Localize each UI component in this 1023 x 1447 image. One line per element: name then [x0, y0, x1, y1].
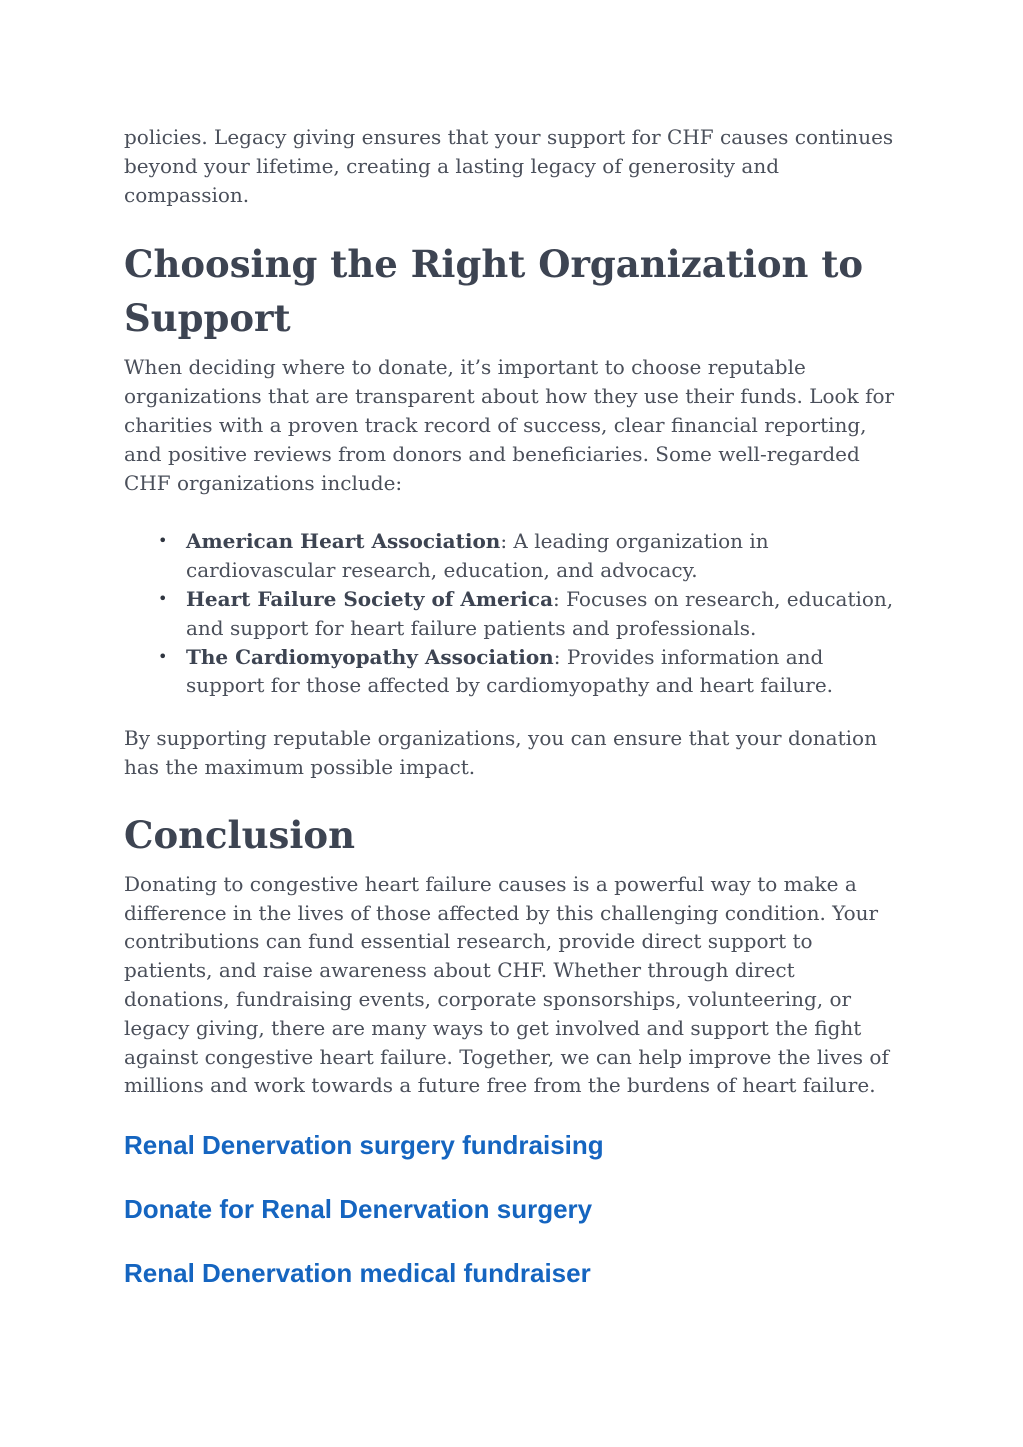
document-page	[124, 123, 904, 1320]
bullet-icon: •	[158, 531, 168, 551]
link-renal-denervation-fundraising[interactable]: Renal Denervation surgery fundraising	[124, 1130, 604, 1161]
fundraising-links	[124, 1128, 904, 1290]
organization-name: Heart Failure Society of America	[186, 586, 554, 611]
organization-description: : Focuses on research, education, and support for heart failure patients and professionals.	[186, 586, 894, 640]
conclusion-heading: Conclusion	[124, 812, 355, 857]
organization-name: The Cardiomyopathy Association	[186, 644, 554, 669]
supporting-paragraph: By supporting reputable organizations, you can ensure that your donation has the maximum possible impact.	[124, 726, 877, 779]
list-item	[158, 527, 904, 585]
organization-description: : Provides information and support for those affected by cardiomyopathy and heart failure.	[186, 644, 834, 698]
choosing-organization-paragraph: When deciding where to donate, it’s important to choose reputable organizations that are transparent about how they use their funds. Look for charities with a proven track record of success, clear financial reporting, and positive reviews from donors and beneficiaries. Some well-regarded CHF organizations include:	[124, 355, 895, 495]
organization-name: American Heart Association	[186, 529, 501, 554]
choosing-organization-heading: Choosing the Right Organization to Support	[124, 242, 864, 341]
list-item	[158, 585, 904, 643]
bullet-icon: •	[158, 646, 168, 666]
organization-description: : A leading organization in cardiovascular research, education, and advocacy.	[186, 529, 769, 583]
conclusion-paragraph: Donating to congestive heart failure causes is a powerful way to make a difference in the lives of those affected by this challenging condition. Your contributions can fund essential research, provide direct support to patients, and raise awareness about CHF. Whether through direct donations, fundraising events, corporate sponsorships, volunteering, or legacy giving, there are many ways to get involved and support the fight against congestive heart failure. Together, we can help improve the lives of millions and work towards a future free from the burdens of heart failure.	[124, 871, 889, 1098]
link-donate-renal-denervation[interactable]: Donate for Renal Denervation surgery	[124, 1194, 593, 1225]
organization-list	[124, 527, 904, 700]
bullet-icon: •	[158, 588, 168, 608]
list-item	[158, 643, 904, 701]
intro-paragraph: policies. Legacy giving ensures that your support for CHF causes continues beyond your lifetime, creating a lasting legacy of generosity and compassion.	[124, 125, 894, 207]
link-renal-denervation-medical-fundraiser[interactable]: Renal Denervation medical fundraiser	[124, 1258, 591, 1289]
